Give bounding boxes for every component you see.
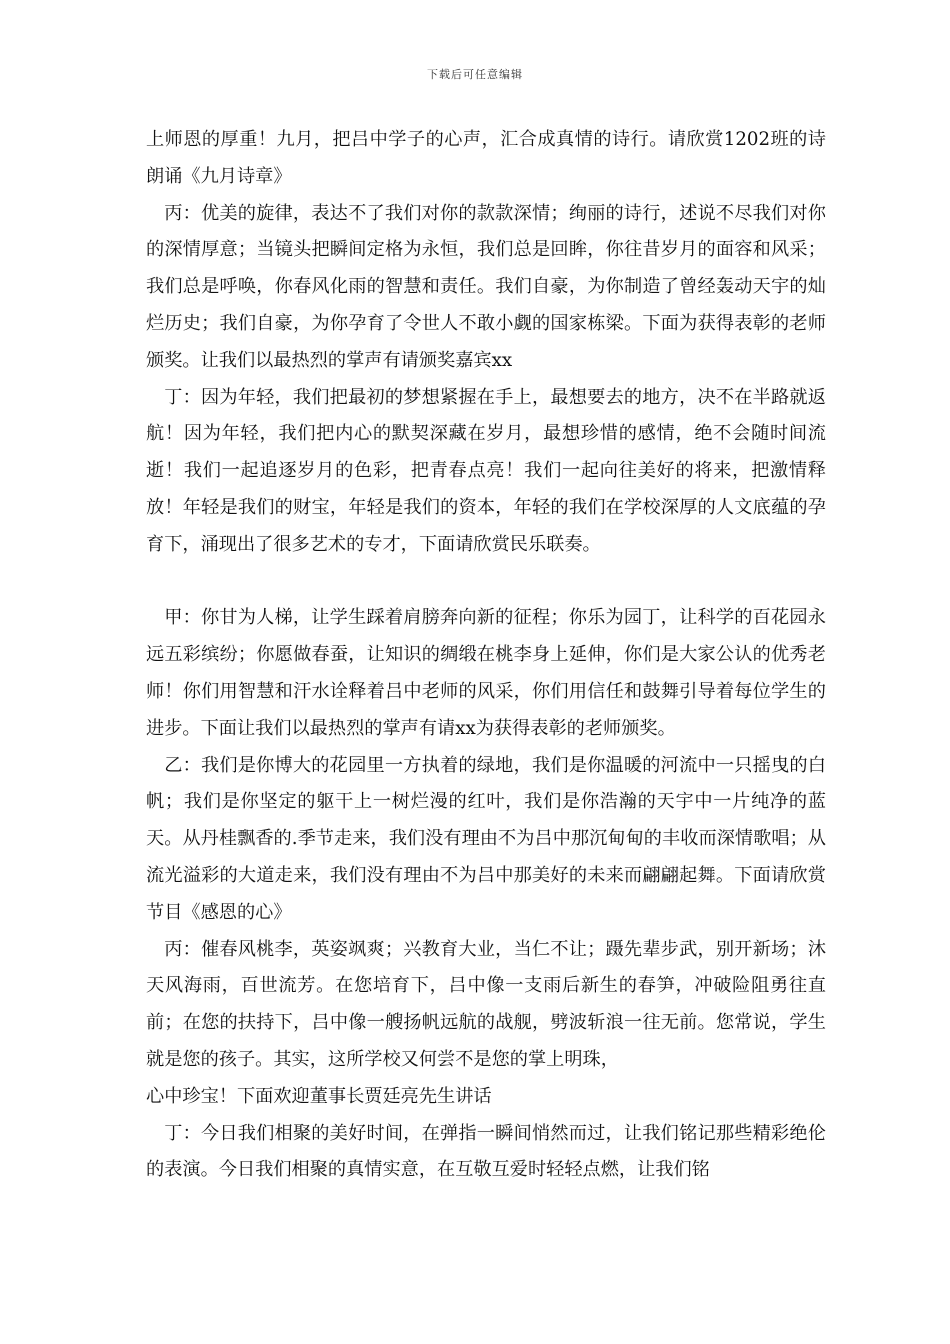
paragraph-ding-2: 丁：今日我们相聚的美好时间，在弹指一瞬间悄然而过，让我们铭记那些精彩绝伦的表演。今日我们相聚的真情实意，在互敬互爱时轻轻点燃，让我们铭	[146, 1122, 826, 1181]
blank-line	[146, 564, 826, 601]
paragraph-continuation: 上师恩的厚重！九月，把吕中学子的心声，汇合成真情的诗行。请欣赏1202班的诗朗诵《九月诗章》	[146, 129, 826, 187]
header-note: 下载后可任意编辑	[427, 68, 523, 81]
paragraph-bing-2: 丙：催春风桃李，英姿飒爽；兴教育大业，当仁不让；蹑先辈步武，别开新场；沐天风海雨，百世流芳。在您培育下，吕中像一支雨后新生的春笋，冲破险阻勇往直前；在您的扶持下，吕中像一艘扬帆远航的战舰，劈波斩浪一往无前。您常说，学生就是您的孩子。其实，这所学校又何尝不是您的掌上明珠，	[146, 938, 826, 1070]
paragraph-ding-1: 丁：因为年轻，我们把最初的梦想紧握在手上，最想要去的地方，决不在半路就返航！因为年轻，我们把内心的默契深藏在岁月，最想珍惜的感情，绝不会随时间流逝！我们一起追逐岁月的色彩，把青春点亮！我们一起向往美好的将来，把激情释放！年轻是我们的财宝，年轻是我们的资本，年轻的我们在学校深厚的人文底蕴的孕育下，涌现出了很多艺术的专才，下面请欣赏民乐联奏。	[146, 386, 826, 555]
paragraph-yi: 乙：我们是你博大的花园里一方执着的绿地，我们是你温暖的河流中一只摇曳的白帆；我们是你坚定的躯干上一树烂漫的红叶，我们是你浩瀚的天宇中一片纯净的蓝天。从丹桂飘香的.季节走来，我们没有理由不为吕中那沉甸甸的丰收而深情歌唱；从流光溢彩的大道走来，我们没有理由不为吕中那美好的未来而翩翩起舞。下面请欣赏节目《感恩的心》	[146, 754, 826, 923]
document-body	[146, 122, 826, 1189]
paragraph-bing-2-end: 心中珍宝！下面欢迎董事长贾廷亮先生讲话	[146, 1085, 492, 1107]
paragraph-jia: 甲：你甘为人梯，让学生踩着肩膀奔向新的征程；你乐为园丁，让科学的百花园永远五彩缤纷；你愿做春蚕，让知识的绸缎在桃李身上延伸，你们是大家公认的优秀老师！你们用智慧和汗水诠释着吕中老师的风采，你们用信任和鼓舞引导着每位学生的进步。下面让我们以最热烈的掌声有请xx为获得表彰的老师颁奖。	[146, 607, 826, 739]
paragraph-bing-1: 丙：优美的旋律，表达不了我们对你的款款深情；绚丽的诗行，述说不尽我们对你的深情厚意；当镜头把瞬间定格为永恒，我们总是回眸，你往昔岁月的面容和风采；我们总是呼唤，你春风化雨的智慧和责任。我们自豪，为你制造了曾经轰动天宇的灿烂历史；我们自豪，为你孕育了令世人不敢小觑的国家栋梁。下面为获得表彰的老师颁奖。让我们以最热烈的掌声有请颁奖嘉宾xx	[146, 202, 826, 371]
